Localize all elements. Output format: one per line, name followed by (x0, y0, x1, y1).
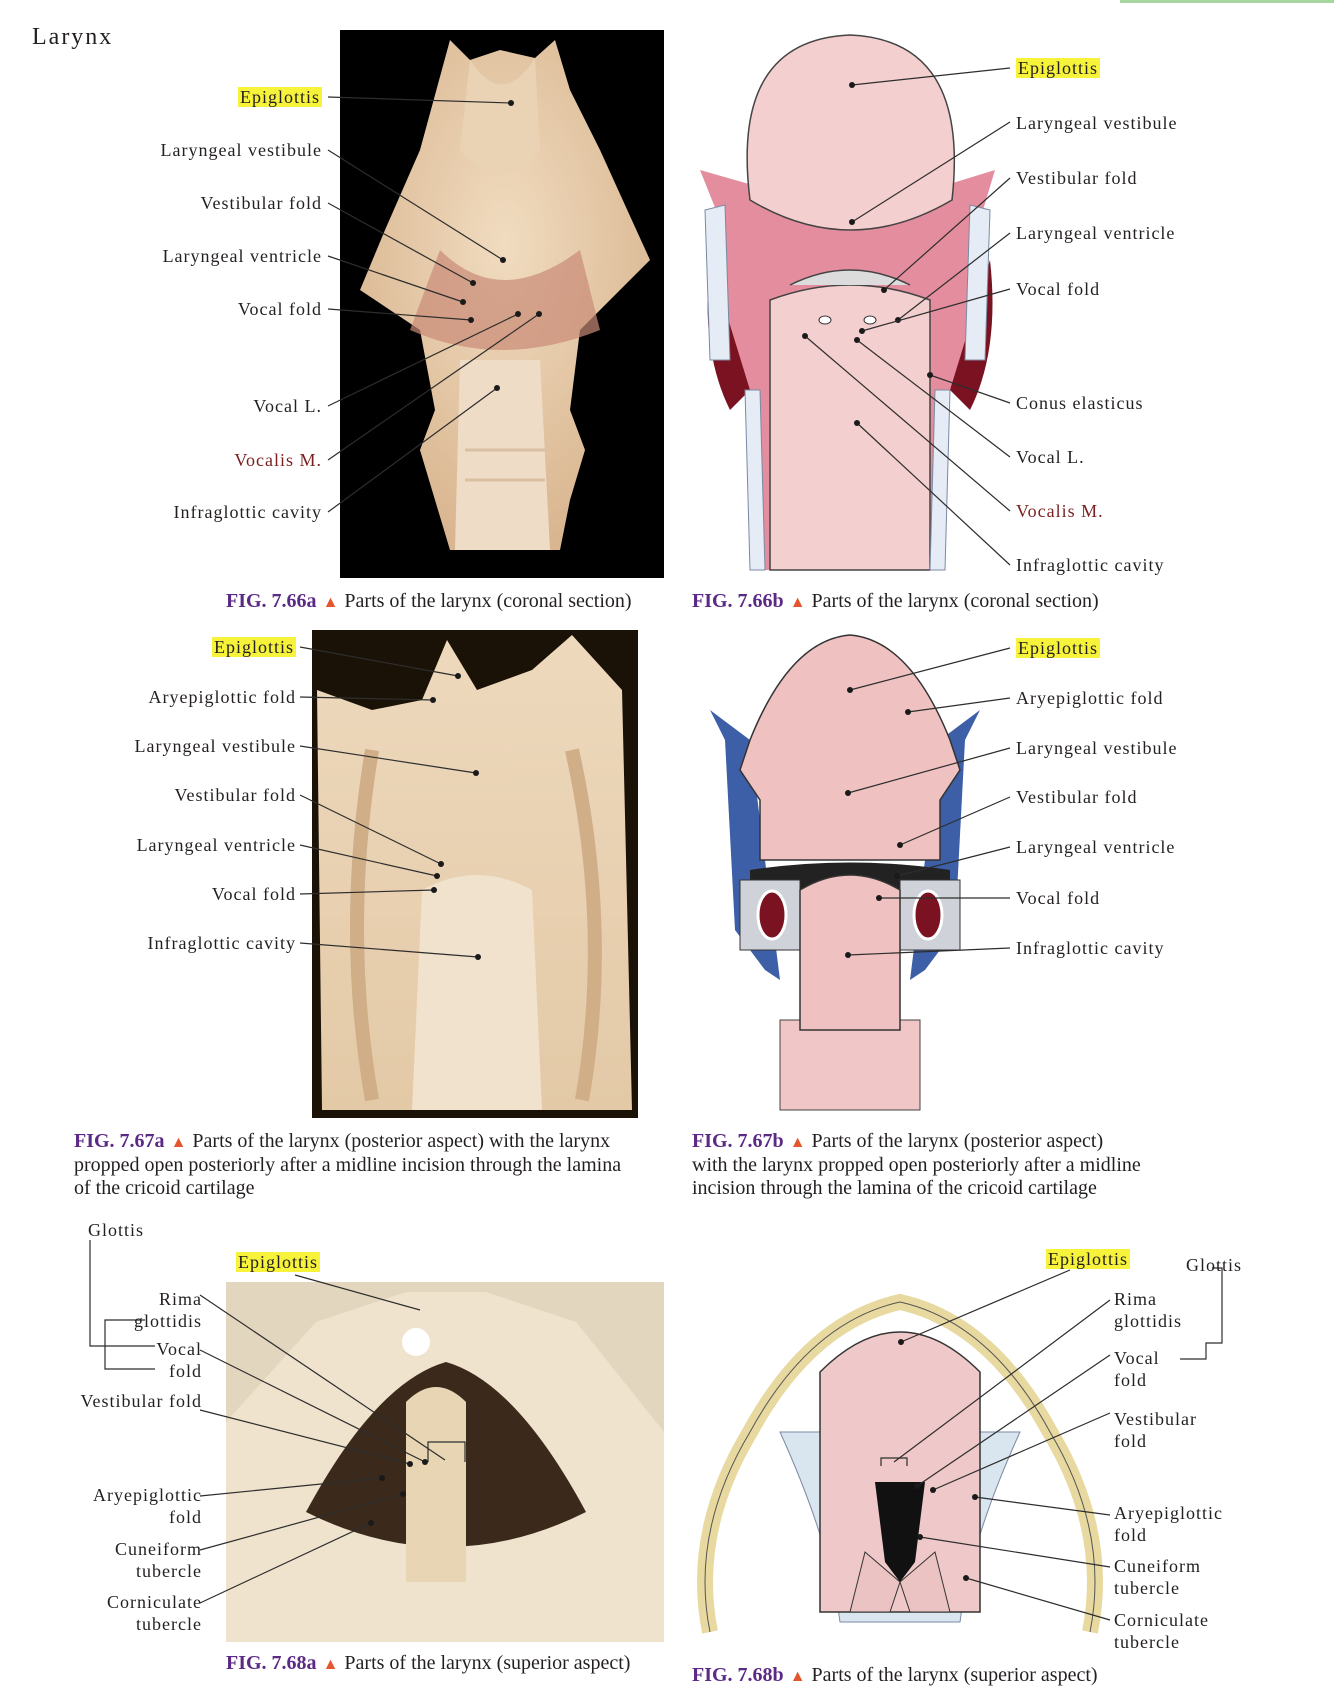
label-68a-glottis: Glottis (88, 1220, 145, 1240)
label-68a-cuneiform-tubercle: Cuneiform tubercle (115, 1539, 202, 1581)
label-66a-infraglottic-cavity: Infraglottic cavity (173, 502, 322, 522)
label-66b-vocal-ligament: Vocal L. (1016, 447, 1085, 467)
label-66b-vocal-fold: Vocal fold (1016, 279, 1101, 299)
label-67a-infraglottic-cavity: Infraglottic cavity (147, 933, 296, 953)
coronal-section-photo-illustration (340, 30, 664, 578)
fig-7-67a-photo (312, 630, 638, 1118)
label-68a-rima-glottidis: Rima glottidis (133, 1289, 202, 1331)
fig-7-68b-diagram (690, 1282, 1110, 1652)
label-66a-vocalis-muscle: Vocalis M. (234, 450, 322, 470)
label-68b-vestibular-fold: Vestibular fold (1114, 1409, 1197, 1451)
label-67a-epiglottis: Epiglottis (213, 637, 294, 657)
fig-7-67b-diagram (690, 630, 1010, 1120)
label-66a-vocal-fold: Vocal fold (237, 299, 322, 319)
label-67b-epiglottis: Epiglottis (1018, 638, 1099, 658)
label-67a-aryepiglottic-fold: Aryepiglottic fold (148, 687, 296, 707)
label-68b-corniculate-tubercle: Corniculate tubercle (1114, 1610, 1209, 1652)
label-67b-vocal-fold: Vocal fold (1016, 888, 1101, 908)
label-68a-vestibular-fold: Vestibular fold (80, 1391, 202, 1411)
label-68b-aryepiglottic-fold: Aryepiglottic fold (1114, 1503, 1223, 1545)
caption-fig-7-68b: FIG. 7.68b ▲ Parts of the larynx (superior aspect) (692, 1664, 1098, 1686)
label-66b-conus-elasticus: Conus elasticus (1016, 393, 1144, 413)
label-66a-laryngeal-ventricle: Laryngeal ventricle (162, 246, 322, 266)
caption-fig-7-67a: FIG. 7.67a ▲ Parts of the larynx (posterior aspect) with the larynx propped open posteriorly after a midline incision through the lamina of the cricoid cartilage (74, 1130, 622, 1199)
label-66a-epiglottis: Epiglottis (239, 87, 320, 107)
fig-7-68a-photo (226, 1282, 664, 1642)
fig-7-66a-photo (340, 30, 664, 578)
superior-aspect-diagram (690, 1282, 1110, 1652)
superior-aspect-photo-illustration (226, 1282, 664, 1642)
label-66b-infraglottic-cavity: Infraglottic cavity (1016, 555, 1165, 575)
fig-7-66b-diagram (690, 30, 1010, 578)
label-68b-epiglottis: Epiglottis (1048, 1249, 1129, 1269)
label-68a-vocal-fold: Vocal fold (156, 1339, 202, 1381)
label-68b-rima-glottidis: Rima glottidis (1114, 1289, 1183, 1331)
label-66b-epiglottis: Epiglottis (1018, 58, 1099, 78)
label-68b-vocal-fold: Vocal fold (1114, 1348, 1160, 1390)
label-67b-laryngeal-ventricle: Laryngeal ventricle (1016, 837, 1176, 857)
label-67b-laryngeal-vestibule: Laryngeal vestibule (1016, 738, 1178, 758)
caption-fig-7-68a: FIG. 7.68a ▲ Parts of the larynx (superior aspect) (226, 1652, 631, 1674)
coronal-section-diagram (690, 30, 1010, 578)
label-68a-aryepiglottic-fold: Aryepiglottic fold (93, 1485, 202, 1527)
label-67b-vestibular-fold: Vestibular fold (1016, 787, 1138, 807)
label-68a-corniculate-tubercle: Corniculate tubercle (107, 1592, 202, 1634)
label-66a-vestibular-fold: Vestibular fold (200, 193, 322, 213)
label-66b-laryngeal-ventricle: Laryngeal ventricle (1016, 223, 1176, 243)
label-68b-cuneiform-tubercle: Cuneiform tubercle (1114, 1556, 1201, 1598)
posterior-aspect-diagram (690, 630, 1010, 1120)
label-67a-vocal-fold: Vocal fold (211, 884, 296, 904)
top-accent-bar (1120, 0, 1334, 3)
label-68b-glottis: Glottis (1186, 1255, 1243, 1275)
caption-fig-7-67b: FIG. 7.67b ▲ Parts of the larynx (posterior aspect) with the larynx propped open posteriorly after a midline incision through the lamina of the cricoid cartilage (692, 1130, 1141, 1199)
label-66a-vocal-ligament: Vocal L. (253, 396, 322, 416)
label-67b-infraglottic-cavity: Infraglottic cavity (1016, 938, 1165, 958)
label-66b-laryngeal-vestibule: Laryngeal vestibule (1016, 113, 1178, 133)
label-66a-laryngeal-vestibule: Laryngeal vestibule (160, 140, 322, 160)
label-67a-laryngeal-ventricle: Laryngeal ventricle (136, 835, 296, 855)
posterior-aspect-photo-illustration (312, 630, 638, 1118)
caption-fig-7-66a: FIG. 7.66a ▲ Parts of the larynx (coronal section) (226, 590, 632, 612)
label-67b-aryepiglottic-fold: Aryepiglottic fold (1016, 688, 1164, 708)
label-66b-vestibular-fold: Vestibular fold (1016, 168, 1138, 188)
caption-fig-7-66b: FIG. 7.66b ▲ Parts of the larynx (coronal section) (692, 590, 1099, 612)
label-67a-vestibular-fold: Vestibular fold (174, 785, 296, 805)
label-67a-laryngeal-vestibule: Laryngeal vestibule (134, 736, 296, 756)
label-66b-vocalis-muscle: Vocalis M. (1016, 501, 1104, 521)
page-title: Larynx (32, 24, 114, 50)
label-68a-epiglottis: Epiglottis (238, 1252, 319, 1272)
